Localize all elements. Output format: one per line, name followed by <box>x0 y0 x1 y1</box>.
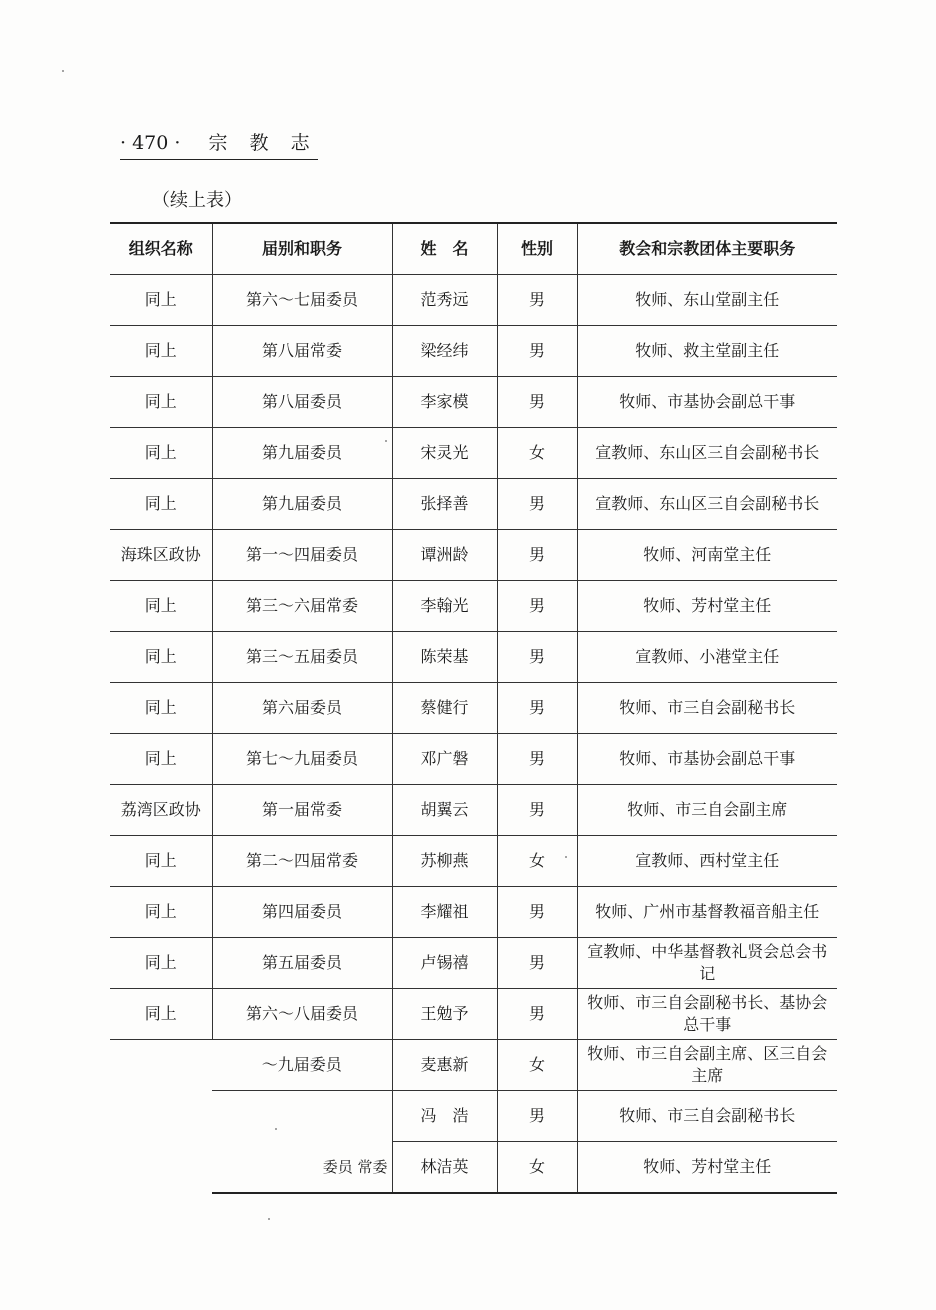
cell-name: 苏柳燕 <box>392 836 497 887</box>
cell-gender: 男 <box>497 275 577 326</box>
col-header-term-position: 届别和职务 <box>212 223 392 275</box>
cell-organization <box>110 1142 212 1194</box>
cell-organization: 同上 <box>110 887 212 938</box>
cell-church-duties: 牧师、市基协会副总干事 <box>577 734 837 785</box>
table-row <box>110 632 837 683</box>
cell-organization: 同上 <box>110 836 212 887</box>
cell-term-position: 第七～九届委员 <box>212 734 392 785</box>
cell-church-duties: 牧师、市三自会副主席 <box>577 785 837 836</box>
cell-church-duties: 牧师、市三自会副主席、区三自会主席 <box>577 1040 837 1091</box>
table-row <box>110 326 837 377</box>
table-row <box>110 887 837 938</box>
cell-gender: 女 <box>497 1142 577 1194</box>
cell-organization: 同上 <box>110 683 212 734</box>
table-row <box>110 1040 837 1091</box>
cell-gender: 男 <box>497 1091 577 1142</box>
cell-term-position: 第四届委员 <box>212 887 392 938</box>
cell-term-position: 第六～八届委员 <box>212 989 392 1040</box>
book-title: 宗 教 志 <box>208 132 318 154</box>
cell-gender: 男 <box>497 581 577 632</box>
table-row <box>110 785 837 836</box>
cell-name: 卢锡禧 <box>392 938 497 989</box>
cell-name: 冯 浩 <box>392 1091 497 1142</box>
cell-organization: 同上 <box>110 734 212 785</box>
cell-term-position: 第八届委员 <box>212 377 392 428</box>
cell-gender: 男 <box>497 530 577 581</box>
scan-speck <box>268 1218 270 1220</box>
scan-speck <box>565 856 567 858</box>
running-header <box>120 128 318 160</box>
cell-term-position: 第三～六届常委 <box>212 581 392 632</box>
cell-name: 梁经纬 <box>392 326 497 377</box>
cell-term-position: 第五届委员 <box>212 938 392 989</box>
col-header-gender: 性别 <box>497 223 577 275</box>
cell-church-duties: 牧师、芳村堂主任 <box>577 581 837 632</box>
cell-name: 范秀远 <box>392 275 497 326</box>
table-row <box>110 581 837 632</box>
table-row <box>110 1091 837 1142</box>
cell-name: 张择善 <box>392 479 497 530</box>
cell-church-duties: 宣教师、西村堂主任 <box>577 836 837 887</box>
cell-organization: 同上 <box>110 479 212 530</box>
cell-term-position: ～九届委员 <box>212 1040 392 1091</box>
cell-church-duties: 宣教师、东山区三自会副秘书长 <box>577 428 837 479</box>
cell-gender: 男 <box>497 632 577 683</box>
cell-organization: 同上 <box>110 377 212 428</box>
cell-church-duties: 牧师、市三自会副秘书长 <box>577 683 837 734</box>
continued-note: （续上表） <box>152 190 242 211</box>
cell-name: 王勉予 <box>392 989 497 1040</box>
table-row <box>110 428 837 479</box>
cell-organization <box>110 1040 212 1091</box>
cell-gender: 男 <box>497 938 577 989</box>
cell-term-position <box>212 1091 392 1142</box>
cell-name: 李家模 <box>392 377 497 428</box>
cell-gender: 女 <box>497 836 577 887</box>
cell-gender: 男 <box>497 887 577 938</box>
cell-name: 邓广磐 <box>392 734 497 785</box>
table-row <box>110 1142 837 1194</box>
col-header-name: 姓 名 <box>392 223 497 275</box>
cell-organization: 同上 <box>110 581 212 632</box>
cell-organization: 同上 <box>110 938 212 989</box>
cell-term-position: 第二～四届常委 <box>212 836 392 887</box>
table-row <box>110 989 837 1040</box>
table-row <box>110 836 837 887</box>
table-row <box>110 275 837 326</box>
cell-name: 胡翼云 <box>392 785 497 836</box>
scan-speck <box>62 70 64 72</box>
cell-name: 李耀祖 <box>392 887 497 938</box>
page-number: · 470 · <box>120 132 181 154</box>
cell-organization: 同上 <box>110 428 212 479</box>
cell-organization <box>110 1091 212 1142</box>
col-header-organization: 组织名称 <box>110 223 212 275</box>
cell-term-position: 第八届常委 <box>212 326 392 377</box>
cell-organization: 海珠区政协 <box>110 530 212 581</box>
committee-members-table <box>110 222 837 1194</box>
table-row <box>110 479 837 530</box>
cell-organization: 同上 <box>110 326 212 377</box>
cell-term-position: 第一届常委 <box>212 785 392 836</box>
cell-name: 林洁英 <box>392 1142 497 1194</box>
cell-term-position: 第九届委员 <box>212 428 392 479</box>
cell-church-duties: 牧师、河南堂主任 <box>577 530 837 581</box>
cell-organization: 同上 <box>110 275 212 326</box>
cell-church-duties: 宣教师、东山区三自会副秘书长 <box>577 479 837 530</box>
cell-name: 陈荣基 <box>392 632 497 683</box>
cell-term-position: 第一～四届委员 <box>212 530 392 581</box>
cell-gender: 男 <box>497 734 577 785</box>
cell-church-duties: 宣教师、中华基督教礼贤会总会书记 <box>577 938 837 989</box>
cell-church-duties: 牧师、市三自会副秘书长 <box>577 1091 837 1142</box>
cell-church-duties: 牧师、芳村堂主任 <box>577 1142 837 1194</box>
cell-term-position: 委员 常委 <box>212 1142 392 1194</box>
cell-organization: 同上 <box>110 632 212 683</box>
scan-speck <box>385 440 387 442</box>
cell-organization: 荔湾区政协 <box>110 785 212 836</box>
cell-term-position: 第六届委员 <box>212 683 392 734</box>
cell-church-duties: 牧师、市基协会副总干事 <box>577 377 837 428</box>
cell-term-position: 第三～五届委员 <box>212 632 392 683</box>
cell-gender: 男 <box>497 479 577 530</box>
cell-organization: 同上 <box>110 989 212 1040</box>
table-row <box>110 938 837 989</box>
cell-name: 蔡健行 <box>392 683 497 734</box>
table-header-row <box>110 223 837 275</box>
table-row <box>110 530 837 581</box>
cell-church-duties: 牧师、救主堂副主任 <box>577 326 837 377</box>
cell-church-duties: 牧师、东山堂副主任 <box>577 275 837 326</box>
cell-church-duties: 宣教师、小港堂主任 <box>577 632 837 683</box>
cell-name: 麦惠新 <box>392 1040 497 1091</box>
col-header-church-duties: 教会和宗教团体主要职务 <box>577 223 837 275</box>
cell-gender: 男 <box>497 377 577 428</box>
cell-church-duties: 牧师、市三自会副秘书长、基协会总干事 <box>577 989 837 1040</box>
scan-speck <box>275 1128 277 1130</box>
cell-name: 宋灵光 <box>392 428 497 479</box>
cell-name: 李翰光 <box>392 581 497 632</box>
cell-name: 谭洲龄 <box>392 530 497 581</box>
cell-gender: 男 <box>497 989 577 1040</box>
cell-gender: 女 <box>497 428 577 479</box>
table-row <box>110 377 837 428</box>
table-row <box>110 734 837 785</box>
cell-gender: 男 <box>497 785 577 836</box>
table-row <box>110 683 837 734</box>
cell-term-position: 第六～七届委员 <box>212 275 392 326</box>
cell-church-duties: 牧师、广州市基督教福音船主任 <box>577 887 837 938</box>
cell-gender: 男 <box>497 683 577 734</box>
cell-gender: 女 <box>497 1040 577 1091</box>
cell-gender: 男 <box>497 326 577 377</box>
cell-term-position: 第九届委员 <box>212 479 392 530</box>
